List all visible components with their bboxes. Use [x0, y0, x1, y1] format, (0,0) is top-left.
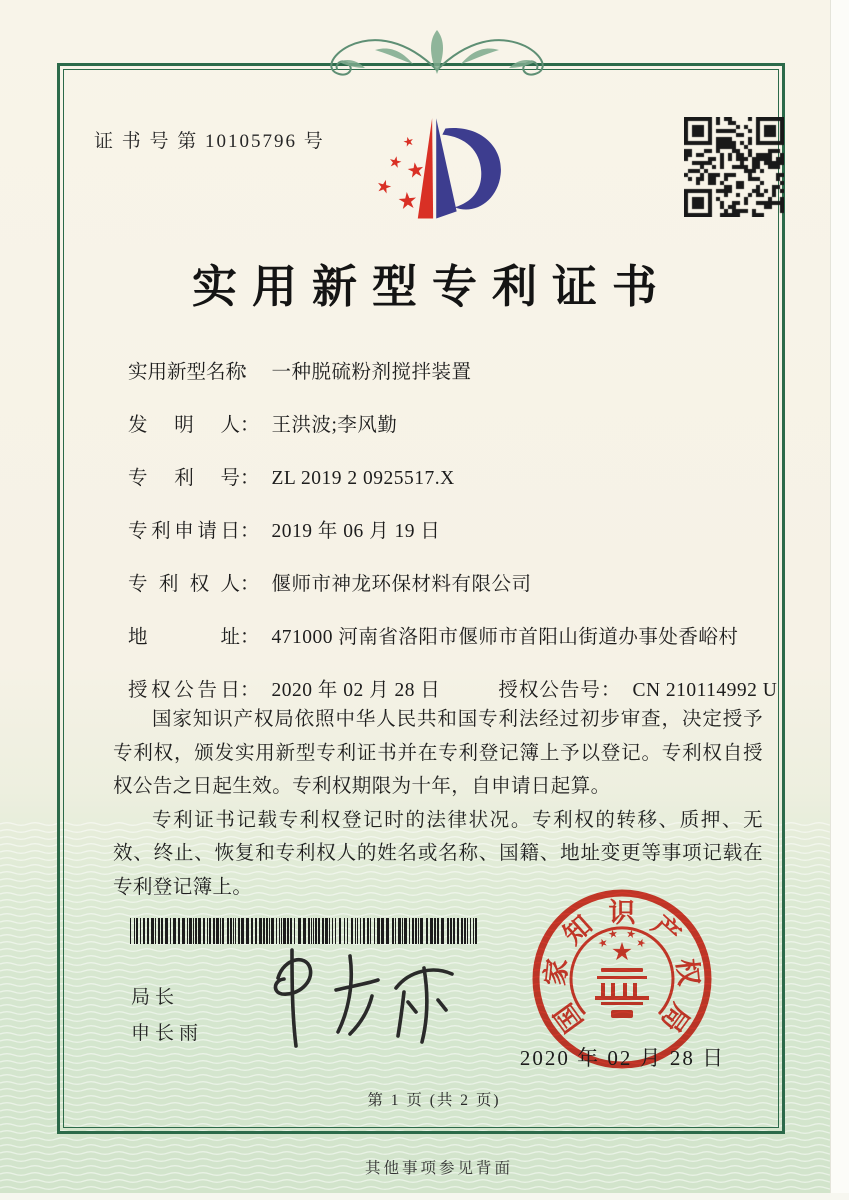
- page-number: 第 1 页 (共 2 页): [367, 1092, 501, 1109]
- svg-text:局: 局: [655, 998, 696, 1038]
- svg-text:家: 家: [540, 957, 573, 988]
- certificate-number: 证 书 号 第 10105796 号: [94, 131, 325, 152]
- certificate-fields: [128, 346, 788, 717]
- svg-text:权: 权: [671, 957, 704, 988]
- field-value: ZL 2019 2 0925517.X: [271, 468, 455, 489]
- commissioner-title: 局长: [131, 987, 180, 1008]
- field-row-name: [128, 346, 788, 399]
- field-row-inventors: [128, 399, 788, 452]
- field-colon: ：: [600, 680, 621, 701]
- field-value: 偃师市神龙环保材料有限公司: [271, 574, 532, 595]
- legal-text: [113, 703, 763, 904]
- field-value: 2020 年 02 月 28 日: [271, 680, 441, 701]
- field-colon: ：: [240, 574, 260, 595]
- field-colon: ：: [240, 468, 260, 489]
- field-label: 专利号: [128, 468, 240, 489]
- field-colon: ：: [240, 362, 260, 383]
- field-row-address: [128, 611, 788, 664]
- field-value: 2019 年 06 月 19 日: [271, 521, 441, 542]
- field-label: 实用新型名称: [128, 362, 246, 383]
- field-label: 专利权人: [128, 574, 240, 595]
- field-value: 471000 河南省洛阳市偃师市首阳山街道办事处香峪村: [271, 627, 739, 648]
- field-row-patent-number: [128, 452, 788, 505]
- national-emblem: [571, 928, 673, 1018]
- barcode: [130, 918, 480, 944]
- commissioner-signature: [248, 944, 473, 1052]
- svg-text:国: 国: [548, 998, 589, 1038]
- commissioner-name: 申长雨: [131, 1023, 204, 1044]
- certificate-title: 实用新型专利证书: [191, 262, 672, 312]
- field-colon: ：: [240, 627, 260, 648]
- svg-text:知: 知: [557, 909, 598, 951]
- field-colon: ：: [240, 680, 260, 701]
- field-row-patentee: [128, 558, 788, 611]
- border-ornament: [297, 24, 577, 80]
- legal-paragraph-2: 专利证书记载专利权登记时的法律状况。专利权的转移、质押、无效、终止、恢复和专利权人的姓名或名称、国籍、地址变更等事项记载在专利登记簿上。: [113, 809, 763, 898]
- scan-edge: [830, 0, 849, 1200]
- cnipa-logo: [352, 106, 547, 241]
- grant-number-value: CN 210114992 U: [632, 680, 778, 701]
- scan-edge: [0, 1193, 849, 1200]
- svg-text:产: 产: [646, 909, 687, 951]
- field-label: 专利申请日: [128, 521, 240, 542]
- seal-date: 2020 年 02 月 28 日: [519, 1046, 726, 1070]
- grant-number-label: 授权公告号: [498, 680, 601, 701]
- field-value: 王洪波;李风勤: [271, 415, 398, 436]
- qr-code: [684, 117, 784, 217]
- field-label: 授权公告日: [128, 680, 240, 701]
- field-colon: ：: [240, 415, 260, 436]
- legal-paragraph-1: 国家知识产权局依照中华人民共和国专利法经过初步审查，决定授予专利权，颁发实用新型专利证书并在专利登记簿上予以登记。专利权自授权公告之日起生效。专利权期限为十年，自申请日起算。: [113, 709, 763, 797]
- back-note: 其他事项参见背面: [364, 1160, 513, 1177]
- field-value: 一种脱硫粉剂搅拌装置: [271, 362, 472, 383]
- field-label: 地址: [128, 627, 240, 648]
- field-colon: ：: [240, 521, 260, 542]
- field-row-filing-date: [128, 505, 788, 558]
- field-label: 发明人: [128, 415, 240, 436]
- svg-text:识: 识: [608, 898, 636, 928]
